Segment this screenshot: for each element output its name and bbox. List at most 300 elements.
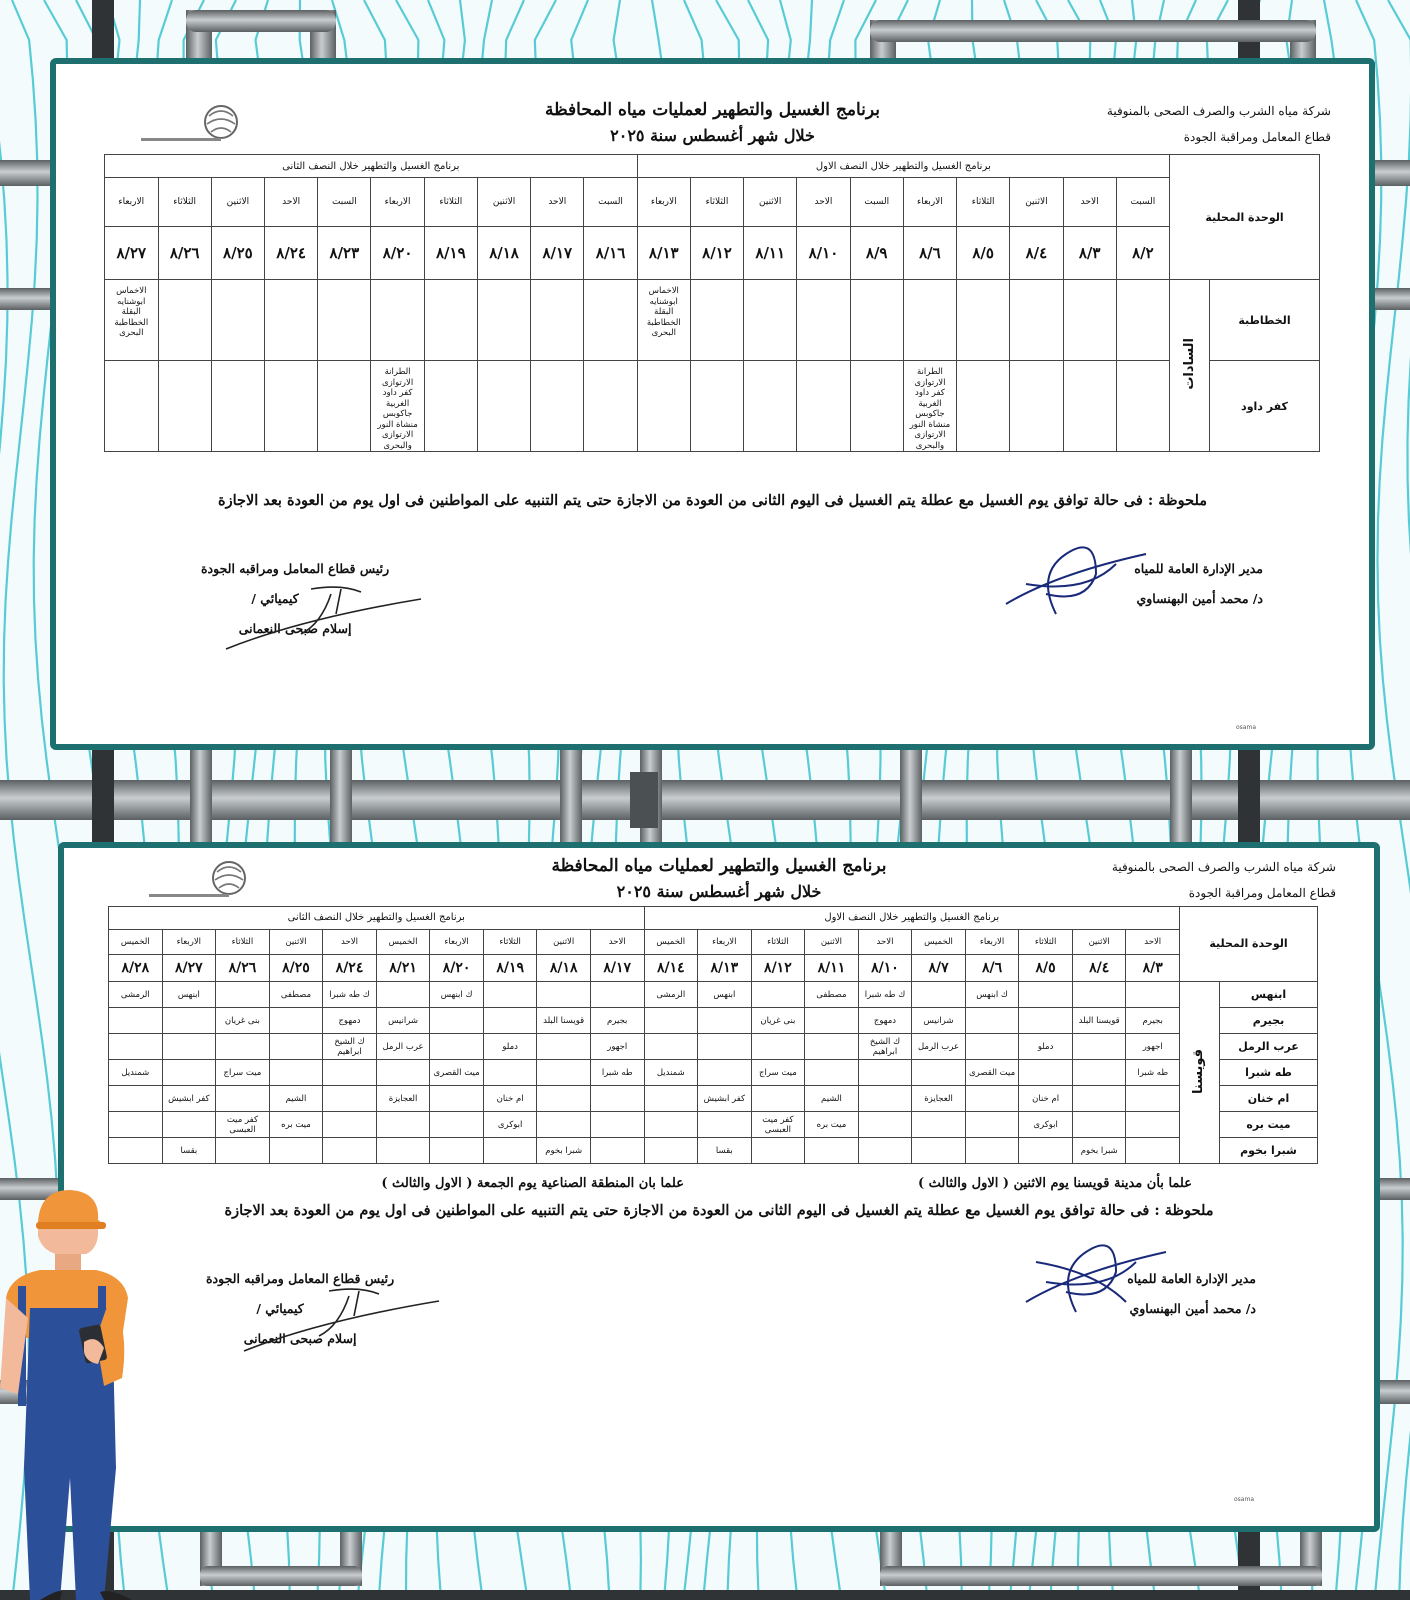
date-cell: ٨/٢٨	[109, 955, 163, 982]
schedule-cell	[1072, 982, 1126, 1008]
schedule-cell	[698, 1008, 752, 1034]
company-logo-icon	[149, 858, 259, 902]
schedule-cell	[858, 1086, 912, 1112]
schedule-cell	[211, 280, 264, 361]
station-list: ك الشيخ ابراهيم	[334, 1036, 365, 1057]
schedule-cell	[912, 982, 966, 1008]
day-header: الاثنين	[477, 178, 530, 227]
station-list: الطرانة الارتوازى كفر داود الغربية جاكوبس منشاة النور الارتوازى والبحرى	[377, 367, 418, 451]
schedule-cell	[269, 1138, 323, 1164]
schedule-cell	[698, 1060, 752, 1086]
station-list: ابنهس	[713, 989, 736, 1000]
schedule-cell	[483, 1138, 537, 1164]
unit-name: عرب الرمل	[1220, 1034, 1318, 1060]
schedule-cell	[858, 1034, 912, 1060]
schedule-cell	[1019, 1112, 1073, 1138]
day-header: الثلاثاء	[1019, 930, 1073, 955]
footer-watermark: osama	[1234, 1496, 1254, 1503]
schedule-cell	[537, 982, 591, 1008]
date-cell: ٨/١٢	[690, 227, 743, 280]
document-title: برنامج الغسيل والتطهير لعمليات مياه المحافظة	[544, 100, 881, 120]
schedule-cell	[477, 361, 530, 452]
schedule-cell	[483, 1008, 537, 1034]
station-list: ابوكرى	[497, 1119, 523, 1130]
document-subtitle: خلال شهر أغسطس سنة ٢٠٢٥	[610, 126, 815, 145]
date-cell: ٨/٣	[1126, 955, 1180, 982]
schedule-cell	[162, 1138, 216, 1164]
schedule-cell	[751, 1112, 805, 1138]
station-list: ام خنان	[1032, 1093, 1060, 1104]
schedule-cell	[590, 1086, 644, 1112]
schedule-cell	[858, 1008, 912, 1034]
schedule-cell	[912, 1112, 966, 1138]
schedule-cell	[965, 1008, 1019, 1034]
schedule-cell	[1116, 361, 1169, 452]
date-cell: ٨/٢٠	[371, 227, 424, 280]
day-header: الاحد	[531, 178, 584, 227]
station-list: ك ابنهس	[976, 989, 1008, 1000]
schedule-cell	[965, 1034, 1019, 1060]
schedule-cell	[698, 1138, 752, 1164]
date-cell: ٨/١٣	[698, 955, 752, 982]
schedule-cell	[912, 1034, 966, 1060]
schedule-cell	[698, 982, 752, 1008]
company-department: قطاع المعامل ومراقبة الجودة	[1183, 130, 1331, 144]
handwritten-signature-left	[221, 584, 431, 654]
station-list: شمنديل	[121, 1067, 150, 1078]
schedule-cell	[269, 1008, 323, 1034]
schedule-cell	[805, 1034, 859, 1060]
first-half-header: برنامج الغسيل والتطهير خلال النصف الاول	[637, 155, 1169, 178]
second-half-header: برنامج الغسيل والتطهير خلال النصف الثانى	[105, 155, 638, 178]
day-header: الاثنين	[537, 930, 591, 955]
schedule-cell	[162, 982, 216, 1008]
table-row	[109, 1086, 1318, 1112]
schedule-cell	[1072, 1112, 1126, 1138]
station-list: الشيم	[285, 1093, 307, 1104]
station-list: طه شبرا	[601, 1067, 633, 1078]
unit-name: طه شبرا	[1220, 1060, 1318, 1086]
signature-left-role: كيميائي /	[251, 591, 299, 606]
schedule-cell	[751, 982, 805, 1008]
schedule-cell	[211, 361, 264, 452]
table-row	[109, 1112, 1318, 1138]
day-header: الاربعاء	[430, 930, 484, 955]
date-cell: ٨/١٢	[751, 955, 805, 982]
schedule-cell	[903, 280, 956, 361]
condition-note-industrial-zone: علما بان المنطقة الصناعية يوم الجمعة ( الاول والثالث )	[381, 1176, 684, 1191]
note-text: ملحوظة : فى حالة توافق يوم الغسيل مع عطلة يتم الغسيل فى اليوم الثانى من العودة من الاجازة حتى يتم التنبيه على المواطنين فى اول يوم من العودة بعد الاجازة	[224, 1202, 1214, 1219]
schedule-cell	[644, 1138, 698, 1164]
schedule-cell	[105, 361, 159, 452]
schedule-cell	[1126, 1138, 1180, 1164]
station-list: بنى غريان	[760, 1015, 796, 1026]
station-list: شرانيس	[388, 1015, 419, 1026]
schedule-cell	[376, 1138, 430, 1164]
schedule-cell	[162, 1008, 216, 1034]
schedule-cell	[483, 982, 537, 1008]
signature-left-role: كيميائي /	[256, 1301, 304, 1316]
schedule-cell	[323, 1008, 377, 1034]
schedule-cell	[162, 1086, 216, 1112]
day-header: الاربعاء	[371, 178, 424, 227]
date-cell: ٨/١١	[744, 227, 797, 280]
date-cell: ٨/٢٥	[211, 227, 264, 280]
schedule-cell	[323, 982, 377, 1008]
station-list: دملو	[502, 1041, 518, 1052]
date-cell: ٨/١٨	[537, 955, 591, 982]
station-list: ك طه شبرا	[864, 989, 906, 1000]
schedule-cell	[376, 1060, 430, 1086]
station-list: كفر ميت العبسى	[226, 1114, 259, 1135]
signature-right-name: د/ محمد أمين البهنساوي	[1129, 1301, 1256, 1316]
schedule-cell	[912, 1086, 966, 1112]
day-header: السبت	[850, 178, 903, 227]
signature-left-title: رئيس قطاع المعامل ومراقبه الجودة	[201, 561, 390, 576]
schedule-cell	[216, 982, 270, 1008]
schedule-cell	[1019, 1034, 1073, 1060]
schedule-cell	[965, 1060, 1019, 1086]
signature-right-name: د/ محمد أمين البهنساوي	[1136, 591, 1263, 606]
day-header: الاحد	[265, 178, 318, 227]
table-row	[105, 361, 1320, 452]
schedule-cell	[265, 361, 318, 452]
signature-left-name: إسلام صبحى النعمانى	[238, 621, 352, 636]
note-text: ملحوظة : فى حالة توافق يوم الغسيل مع عطلة يتم الغسيل فى اليوم الثانى من العودة من الاجازة حتى يتم التنبيه على المواطنين فى اول يوم من العودة بعد الاجازة	[217, 492, 1208, 509]
signature-left-name: إسلام صبحى النعمانى	[243, 1331, 357, 1346]
schedule-cell	[637, 361, 690, 452]
schedule-cell	[965, 1138, 1019, 1164]
schedule-cell	[637, 280, 690, 361]
document-sheet-sadat	[50, 58, 1375, 750]
document-title-block	[64, 856, 1374, 901]
schedule-cell	[109, 1086, 163, 1112]
date-cell: ٨/٤	[1072, 955, 1126, 982]
schedule-cell	[1126, 1034, 1180, 1060]
day-header: الاحد	[858, 930, 912, 955]
date-cell: ٨/٢٤	[323, 955, 377, 982]
date-cell: ٨/٢١	[376, 955, 430, 982]
schedule-cell	[430, 982, 484, 1008]
schedule-cell	[269, 1060, 323, 1086]
date-cell: ٨/٢٦	[158, 227, 211, 280]
schedule-table	[108, 906, 1318, 1164]
date-cell: ٨/٢٥	[269, 955, 323, 982]
station-list: ام خنان	[496, 1093, 524, 1104]
station-list: كفر ابشيش	[703, 1093, 746, 1104]
day-header: الاثنين	[1072, 930, 1126, 955]
schedule-cell	[644, 982, 698, 1008]
station-list: ميت بره	[281, 1119, 311, 1130]
date-cell: ٨/١٧	[531, 227, 584, 280]
schedule-cell	[965, 1086, 1019, 1112]
schedule-cell	[805, 1060, 859, 1086]
schedule-cell	[912, 1008, 966, 1034]
station-list: الشيم	[821, 1093, 842, 1104]
schedule-cell	[430, 1034, 484, 1060]
date-cell: ٨/١١	[805, 955, 859, 982]
unit-header: الوحدة المحلية	[1169, 155, 1319, 280]
schedule-cell	[162, 1112, 216, 1138]
schedule-cell	[590, 1060, 644, 1086]
document-title: برنامج الغسيل والتطهير لعمليات مياه المحافظة	[551, 856, 887, 876]
schedule-cell	[537, 1008, 591, 1034]
day-header: الثلاثاء	[424, 178, 477, 227]
date-cell: ٨/٢٧	[105, 227, 159, 280]
table-row	[109, 1008, 1318, 1034]
schedule-cell	[109, 982, 163, 1008]
unit-name: ابنهس	[1220, 982, 1318, 1008]
schedule-cell	[216, 1112, 270, 1138]
company-department: قطاع المعامل ومراقبة الجودة	[1188, 886, 1336, 900]
schedule-cell	[376, 1086, 430, 1112]
date-cell: ٨/٦	[965, 955, 1019, 982]
schedule-cell	[1072, 1060, 1126, 1086]
schedule-cell	[424, 280, 477, 361]
day-header: الثلاثاء	[158, 178, 211, 227]
schedule-cell	[1126, 1112, 1180, 1138]
day-header: الخميس	[376, 930, 430, 955]
schedule-cell	[1126, 1008, 1180, 1034]
schedule-cell	[269, 1112, 323, 1138]
schedule-cell	[216, 1060, 270, 1086]
station-list: ميت القصرى	[969, 1067, 1016, 1078]
station-list: كفر ميت العبسى	[762, 1114, 794, 1135]
day-header: الثلاثاء	[483, 930, 537, 955]
station-list: الاخماس ابوشنايه البقلة الخطاطبة البحرى	[646, 286, 681, 338]
schedule-cell	[1010, 280, 1063, 361]
schedule-cell	[537, 1112, 591, 1138]
schedule-cell	[797, 361, 850, 452]
schedule-cell	[109, 1060, 163, 1086]
schedule-cell	[162, 1060, 216, 1086]
station-list: عرب الرمل	[917, 1041, 960, 1052]
schedule-cell	[744, 280, 797, 361]
date-cell: ٨/٣	[1063, 227, 1116, 280]
schedule-cell	[158, 361, 211, 452]
schedule-cell	[858, 1138, 912, 1164]
schedule-cell	[1063, 361, 1116, 452]
document-sheet-quesna	[58, 842, 1380, 1532]
district-name: قويسنا	[1191, 1048, 1207, 1094]
station-list: مصطفى	[816, 989, 847, 1000]
schedule-cell	[590, 1034, 644, 1060]
unit-name: بجيرم	[1220, 1008, 1318, 1034]
schedule-cell	[1063, 280, 1116, 361]
date-cell: ٨/٢٧	[162, 955, 216, 982]
schedule-cell	[698, 1086, 752, 1112]
date-cell: ٨/٥	[1019, 955, 1073, 982]
schedule-cell	[751, 1008, 805, 1034]
schedule-cell	[216, 1138, 270, 1164]
date-cell: ٨/٢	[1116, 227, 1169, 280]
day-header: الاثنين	[805, 930, 859, 955]
station-list: دمهوج	[873, 1015, 897, 1026]
unit-name: ميت بره	[1220, 1112, 1318, 1138]
schedule-cell	[477, 280, 530, 361]
unit-name: الخطاطبة	[1210, 280, 1320, 361]
station-list: الرمشى	[120, 989, 150, 1000]
schedule-cell	[109, 1112, 163, 1138]
schedule-cell	[424, 361, 477, 452]
schedule-cell	[269, 1086, 323, 1112]
schedule-cell	[323, 1060, 377, 1086]
station-list: ميت سراج	[758, 1067, 797, 1078]
schedule-cell	[318, 361, 371, 452]
schedule-cell	[537, 1138, 591, 1164]
company-name: شركة مياه الشرب والصرف الصحى بالمنوفية	[1106, 104, 1331, 118]
schedule-cell	[965, 1112, 1019, 1138]
schedule-cell	[805, 982, 859, 1008]
date-cell: ٨/٩	[850, 227, 903, 280]
schedule-cell	[531, 280, 584, 361]
date-cell: ٨/٢٠	[430, 955, 484, 982]
schedule-cell	[1019, 1086, 1073, 1112]
schedule-cell	[371, 361, 424, 452]
schedule-table	[104, 154, 1320, 452]
handwritten-signature-right	[1016, 1232, 1186, 1322]
schedule-cell	[965, 982, 1019, 1008]
table-row	[105, 280, 1320, 361]
schedule-cell	[1010, 361, 1063, 452]
station-list: كفر ابشيش	[168, 1093, 210, 1104]
date-cell: ٨/٥	[957, 227, 1010, 280]
signature-left-title: رئيس قطاع المعامل ومراقبه الجودة	[206, 1271, 395, 1286]
schedule-cell	[483, 1060, 537, 1086]
schedule-cell	[805, 1008, 859, 1034]
first-half-header: برنامج الغسيل والتطهير خلال النصف الاول	[644, 907, 1179, 930]
day-header: الاربعاء	[637, 178, 690, 227]
unit-name: كفر داود	[1210, 361, 1320, 452]
worker-illustration	[0, 1188, 160, 1600]
station-list: ميت سراج	[223, 1067, 262, 1078]
day-header: الخميس	[644, 930, 698, 955]
schedule-cell	[590, 1008, 644, 1034]
schedule-cell	[858, 982, 912, 1008]
schedule-cell	[109, 1008, 163, 1034]
schedule-cell	[1072, 1086, 1126, 1112]
schedule-cell	[1116, 280, 1169, 361]
schedule-cell	[1126, 1086, 1180, 1112]
station-list: العجايزة	[924, 1093, 953, 1104]
day-header: الاحد	[797, 178, 850, 227]
schedule-cell	[323, 1086, 377, 1112]
schedule-cell	[537, 1034, 591, 1060]
schedule-cell	[590, 1112, 644, 1138]
day-header: الاربعاء	[903, 178, 956, 227]
day-header: السبت	[1116, 178, 1169, 227]
unit-header: الوحدة المحلية	[1179, 907, 1317, 982]
day-header: الاثنين	[744, 178, 797, 227]
handwritten-signature-left	[239, 1286, 449, 1356]
schedule-cell	[376, 1034, 430, 1060]
station-list: طه شبرا	[1137, 1067, 1169, 1078]
table-row	[109, 1138, 1318, 1164]
schedule-cell	[376, 1112, 430, 1138]
station-list: بجيرم	[1142, 1015, 1163, 1026]
schedule-cell	[371, 280, 424, 361]
schedule-cell	[1126, 982, 1180, 1008]
schedule-cell	[850, 361, 903, 452]
company-logo-icon	[141, 102, 251, 146]
schedule-cell	[751, 1138, 805, 1164]
day-header: الثلاثاء	[957, 178, 1010, 227]
date-cell: ٨/١٨	[477, 227, 530, 280]
station-list: ك طه شبرا	[329, 989, 370, 1000]
station-list: الرمشى	[656, 989, 686, 1000]
day-header: الاربعاء	[105, 178, 159, 227]
station-list: قويسنا البلد	[1078, 1015, 1120, 1026]
day-header: الثلاثاء	[216, 930, 270, 955]
schedule-cell	[216, 1008, 270, 1034]
schedule-cell	[1072, 1008, 1126, 1034]
handwritten-signature-right	[996, 534, 1166, 624]
signature-right-title: مدير الإدارة العامة للمياه	[1127, 1271, 1256, 1286]
station-list: بقسا	[180, 1145, 198, 1156]
schedule-cell	[584, 280, 637, 361]
date-cell: ٨/١٣	[637, 227, 690, 280]
schedule-cell	[805, 1138, 859, 1164]
district-name: السادات	[1181, 338, 1197, 390]
condition-note-quesna: علما بأن مدينة قويسنا يوم الاثنين ( الاول والثالث )	[917, 1176, 1192, 1191]
schedule-cell	[744, 361, 797, 452]
schedule-cell	[430, 1086, 484, 1112]
station-list: ميت بره	[816, 1119, 847, 1130]
schedule-cell	[690, 361, 743, 452]
date-cell: ٨/١٠	[858, 955, 912, 982]
schedule-cell	[323, 1138, 377, 1164]
day-header: الاحد	[1063, 178, 1116, 227]
schedule-cell	[1072, 1138, 1126, 1164]
footer-watermark: osama	[1236, 724, 1256, 731]
date-cell: ٨/٢٦	[216, 955, 270, 982]
schedule-cell	[912, 1060, 966, 1086]
schedule-cell	[590, 1138, 644, 1164]
schedule-cell	[1126, 1060, 1180, 1086]
schedule-cell	[105, 280, 159, 361]
schedule-cell	[376, 1008, 430, 1034]
schedule-cell	[376, 982, 430, 1008]
date-cell: ٨/٧	[912, 955, 966, 982]
station-list: الاخماس ابوشنايه البقلة الخطاطبة البحرى	[114, 286, 149, 338]
date-cell: ٨/١٩	[424, 227, 477, 280]
schedule-cell	[109, 1034, 163, 1060]
station-list: الطرانة الارتوازى كفر داود الغربية جاكوبس منشاة النور الارتوازى والبحرى	[909, 367, 951, 451]
day-header: الاثنين	[269, 930, 323, 955]
schedule-cell	[850, 280, 903, 361]
day-header: الاربعاء	[698, 930, 752, 955]
schedule-cell	[483, 1034, 537, 1060]
station-list: دملو	[1037, 1041, 1054, 1052]
schedule-cell	[590, 982, 644, 1008]
schedule-cell	[430, 1060, 484, 1086]
schedule-cell	[644, 1060, 698, 1086]
schedule-cell	[483, 1086, 537, 1112]
station-list: دمهوج	[338, 1015, 361, 1026]
schedule-cell	[751, 1086, 805, 1112]
schedule-cell	[323, 1112, 377, 1138]
schedule-cell	[644, 1008, 698, 1034]
day-header: الاربعاء	[162, 930, 216, 955]
date-cell: ٨/١٩	[483, 955, 537, 982]
schedule-cell	[483, 1112, 537, 1138]
station-list: شبرا بخوم	[545, 1145, 583, 1156]
schedule-cell	[858, 1060, 912, 1086]
schedule-cell	[805, 1086, 859, 1112]
station-list: شمنديل	[656, 1067, 685, 1078]
station-list: بنى غريان	[224, 1015, 260, 1026]
schedule-cell	[1019, 1138, 1073, 1164]
